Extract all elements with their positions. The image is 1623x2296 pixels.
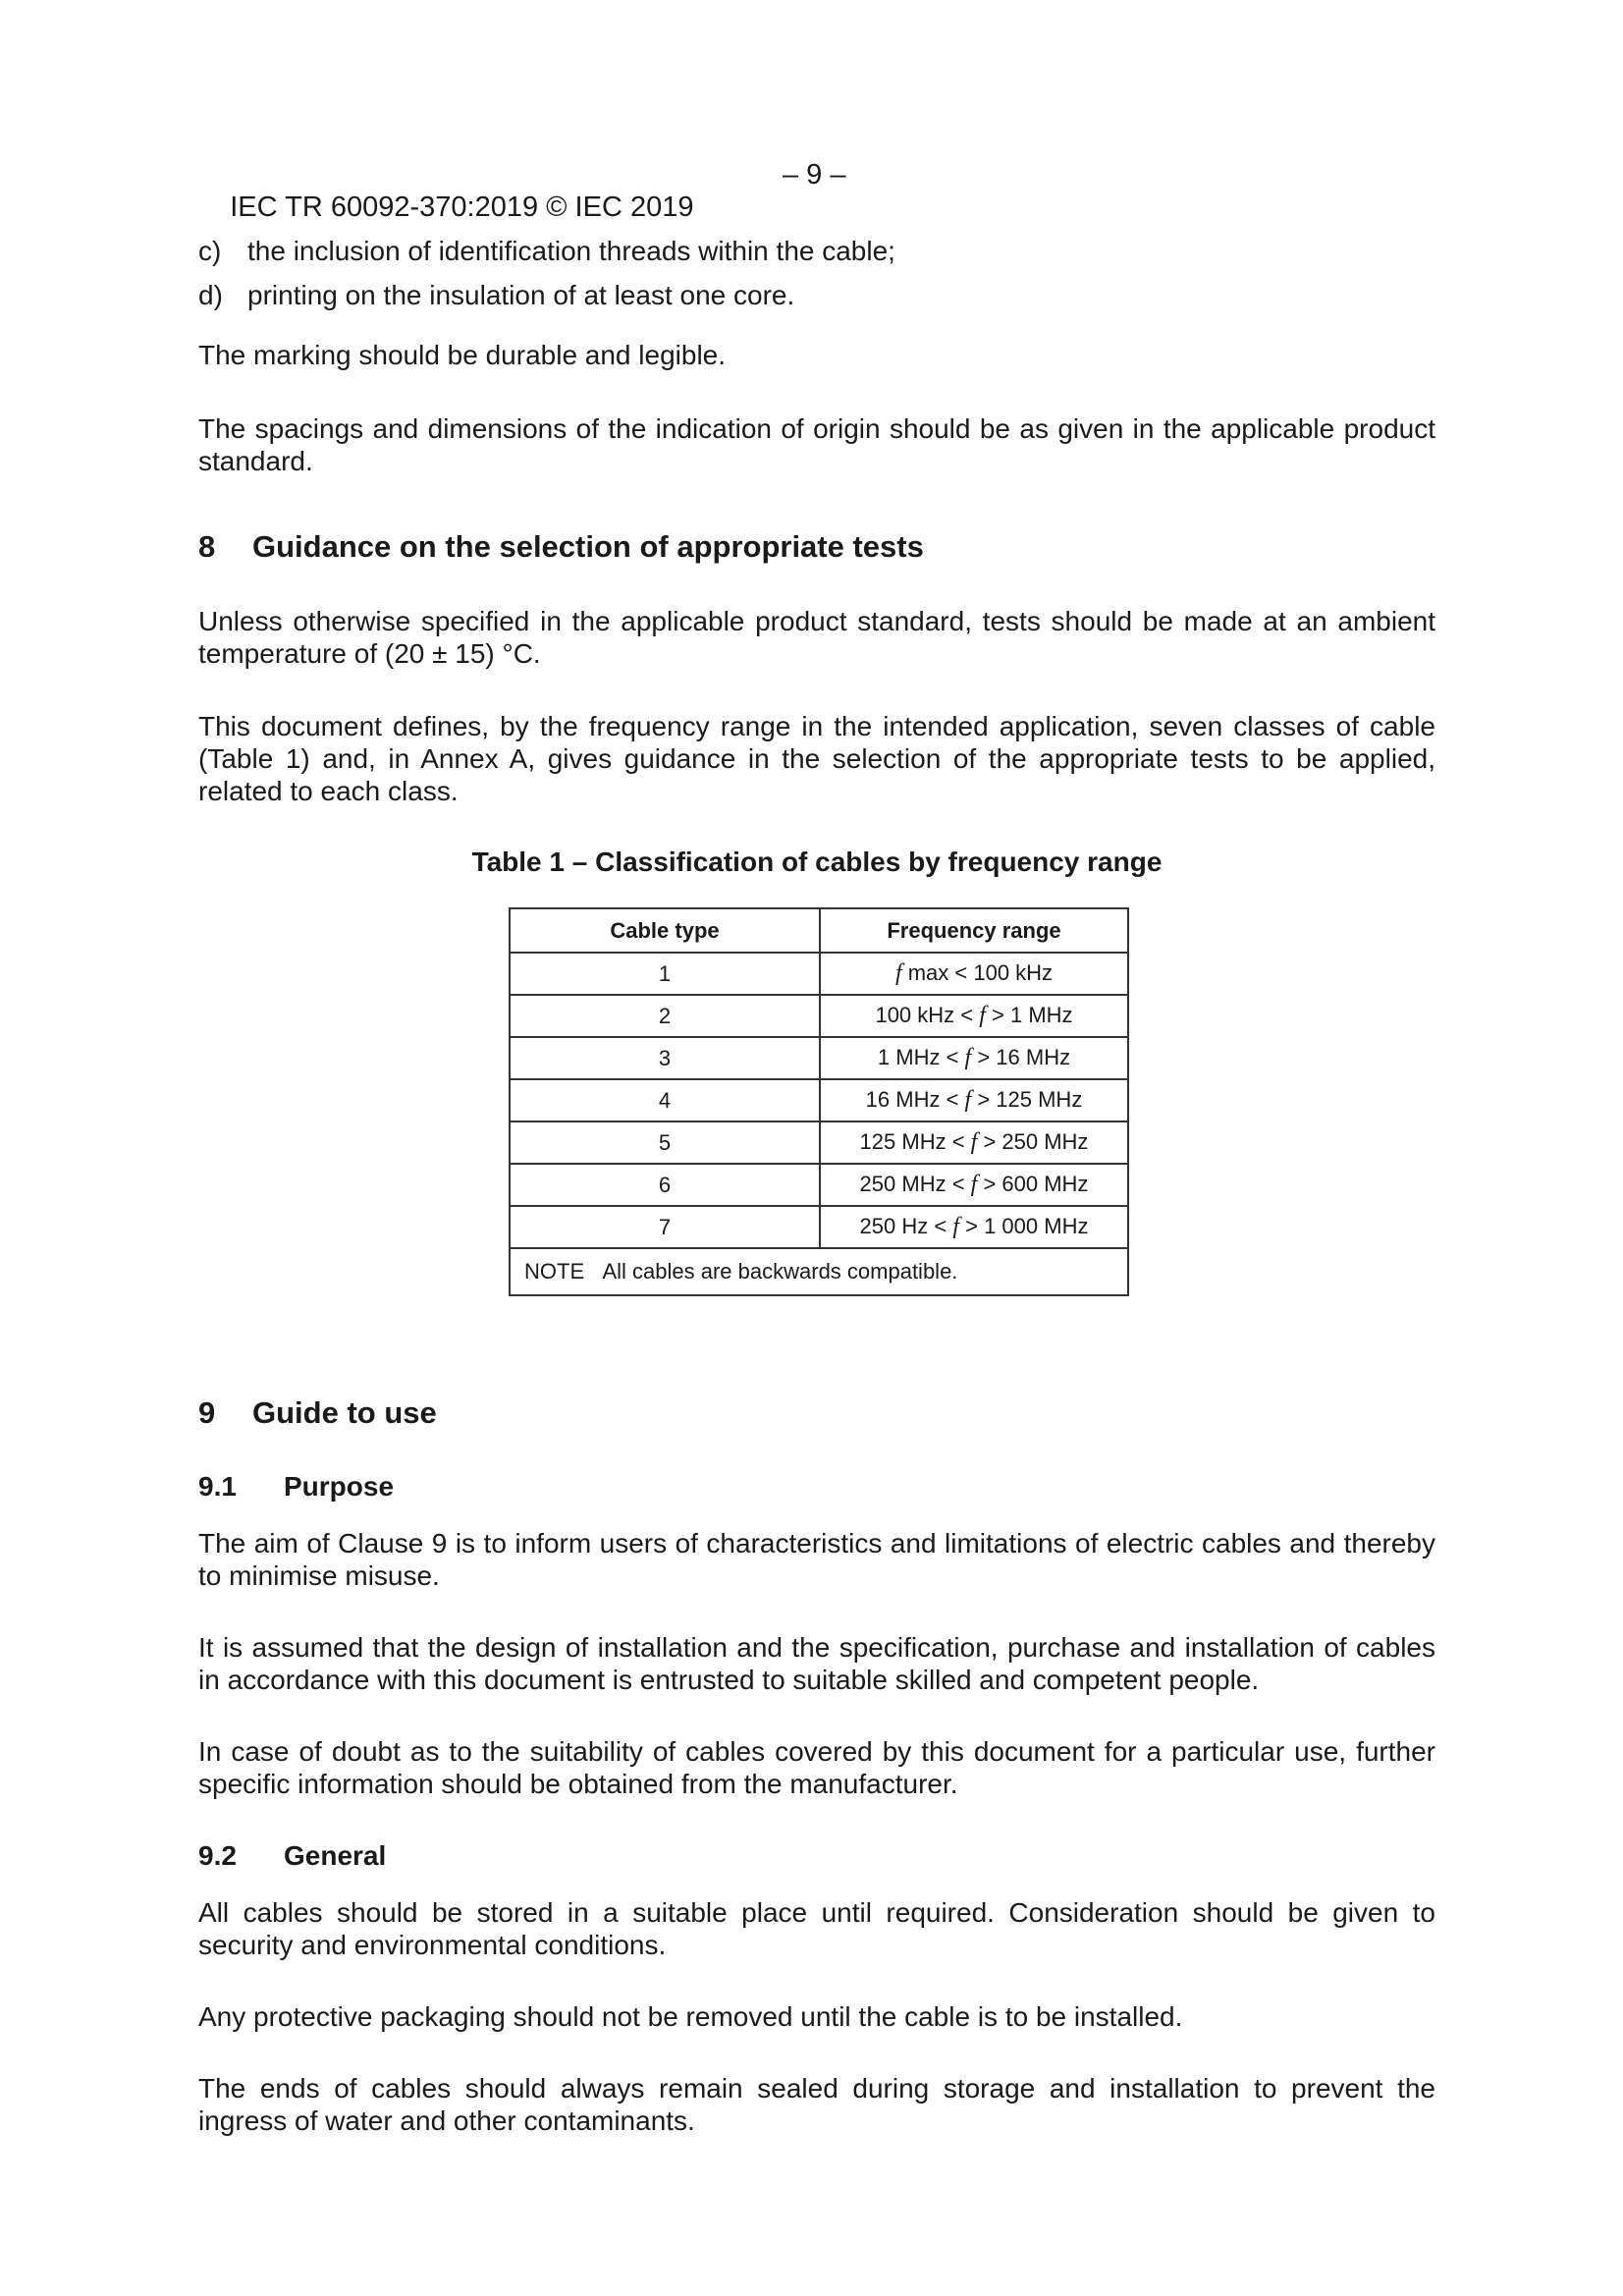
subsection-number: 9.1: [198, 1471, 237, 1502]
table-note: [510, 1248, 1128, 1295]
column-header-frequency-range: Frequency range: [820, 908, 1128, 953]
table-row: [510, 1121, 1128, 1164]
paragraph-purpose-aim: The aim of Clause 9 is to inform users of characteristics and limitations of electric cables and thereby to minimise misuse.: [198, 1528, 1435, 1591]
cable-type-cell: 3: [510, 1037, 820, 1079]
table-note-row: [510, 1248, 1128, 1295]
section-title: Guidance on the selection of appropriate tests: [252, 529, 924, 564]
paragraph-marking: The marking should be durable and legible.: [198, 340, 727, 370]
paragraph-spacings: The spacings and dimensions of the indication of origin should be as given in the applicable product standard.: [198, 413, 1435, 476]
list: [198, 235, 1435, 311]
frequency-range-cell: f max < 100 kHz: [820, 953, 1128, 995]
section-number: 9: [198, 1395, 216, 1430]
cable-type-cell: 7: [510, 1206, 820, 1248]
cable-type-cell: 5: [510, 1121, 820, 1164]
frequency-range-cell: 16 MHz < f > 125 MHz: [820, 1079, 1128, 1121]
subsection-9-2-heading: [198, 1840, 386, 1872]
table-row: [510, 953, 1128, 995]
section-title: Guide to use: [252, 1395, 437, 1430]
cable-type-cell: 1: [510, 953, 820, 995]
paragraph-purpose-assumption: It is assumed that the design of installation and the specification, purchase and installation of cables in accordance with this document is entrusted to suitable skilled and competent people.: [198, 1632, 1435, 1695]
frequency-range-cell: 250 MHz < f > 600 MHz: [820, 1164, 1128, 1206]
paragraph-general-packaging: Any protective packaging should not be removed until the cable is to be installed.: [198, 2001, 1183, 2032]
cable-type-cell: 2: [510, 995, 820, 1037]
list-item-label: d): [198, 280, 223, 310]
list-item-label: c): [198, 236, 222, 266]
section-9-heading: [198, 1395, 437, 1431]
subsection-title: Purpose: [284, 1471, 395, 1502]
frequency-range-cell: 125 MHz < f > 250 MHz: [820, 1121, 1128, 1164]
note-label: NOTE: [524, 1259, 585, 1284]
note-text: All cables are backwards compatible.: [602, 1259, 958, 1284]
list-item-text: printing on the insulation of at least one core.: [247, 280, 795, 310]
section-number: 8: [198, 529, 216, 564]
table-row: [510, 1206, 1128, 1248]
table-row: [510, 1164, 1128, 1206]
section-8-heading: [198, 529, 924, 565]
subsection-9-1-heading: [198, 1471, 394, 1503]
table-row: [510, 995, 1128, 1037]
page-number: – 9 –: [783, 159, 846, 191]
header-document-id: IEC TR 60092-370:2019 © IEC 2019: [230, 191, 694, 223]
list-item-text: the inclusion of identification threads within the cable;: [247, 236, 895, 266]
paragraph-general-sealing: The ends of cables should always remain sealed during storage and installation to prevent the ingress of water and other contaminants.: [198, 2073, 1435, 2136]
paragraph-test-temperature: Unless otherwise specified in the applicable product standard, tests should be made at an ambient temperature of (20 ± 15) °C.: [198, 606, 1435, 669]
frequency-table: [509, 907, 1129, 1296]
subsection-number: 9.2: [198, 1840, 237, 1871]
list-item: [198, 279, 1435, 311]
cable-type-cell: 4: [510, 1079, 820, 1121]
frequency-range-cell: 100 kHz < f > 1 MHz: [820, 995, 1128, 1037]
table-header-row: [510, 908, 1128, 953]
frequency-range-cell: 1 MHz < f > 16 MHz: [820, 1037, 1128, 1079]
paragraph-cable-classes: This document defines, by the frequency range in the intended application, seven classes of cable (Table 1) and, in Annex A, gives guidance in the selection of the appropriate tests to be applied, related to each class.: [198, 711, 1435, 806]
frequency-range-cell: 250 Hz < f > 1 000 MHz: [820, 1206, 1128, 1248]
paragraph-general-storage: All cables should be stored in a suitable place until required. Consideration should be given to security and environmental conditions.: [198, 1897, 1435, 1960]
column-header-cable-type: Cable type: [510, 908, 820, 953]
table-row: [510, 1079, 1128, 1121]
list-item: [198, 235, 1435, 267]
subsection-title: General: [284, 1840, 387, 1871]
paragraph-purpose-doubt: In case of doubt as to the suitability of cables covered by this document for a particular use, further specific information should be obtained from the manufacturer.: [198, 1736, 1435, 1799]
table-caption: Table 1 – Classification of cables by frequency range: [471, 847, 1163, 877]
table-row: [510, 1037, 1128, 1079]
cable-type-cell: 6: [510, 1164, 820, 1206]
